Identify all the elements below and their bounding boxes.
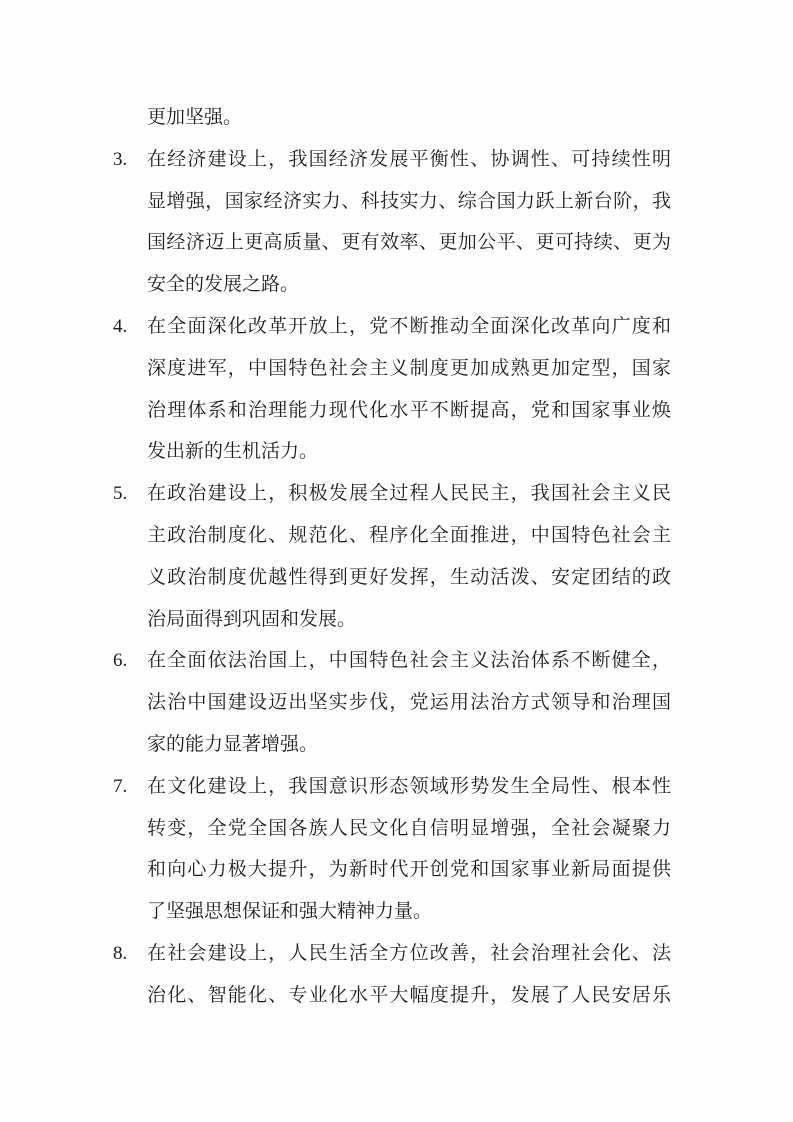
list-item-5 — [113, 473, 671, 640]
text-line: 更加坚强。 — [147, 107, 243, 128]
list-item-6 — [113, 640, 671, 765]
text-line: 深度进军，中国特色社会主义制度更加成熟更加定型，国家 — [147, 357, 671, 379]
text-line: 在社会建设上，人民生活全方位改善，社会治理社会化、法 — [147, 942, 671, 964]
list-item-number: 5. — [113, 483, 128, 505]
list-item-4 — [113, 306, 671, 473]
text-line: 和向心力极大提升，为新时代开创党和国家事业新局面提供 — [147, 859, 671, 881]
text-line: 治化、智能化、专业化水平大幅度提升，发展了人民安居乐 — [147, 984, 671, 1006]
text-line: 治局面得到巩固和发展。 — [147, 608, 357, 630]
list-item-8 — [113, 933, 671, 1017]
text-line: 法治中国建设迈出坚实步伐，党运用法治方式领导和治理国 — [147, 692, 671, 714]
list-item-7 — [113, 766, 671, 933]
list-item-number: 7. — [113, 775, 128, 797]
text-line: 治理体系和治理能力现代化水平不断提高，党和国家事业焕 — [147, 399, 671, 421]
list-item-number: 4. — [113, 315, 128, 337]
text-line: 了坚强思想保证和强大精神力量。 — [147, 901, 433, 923]
list-item-number: 8. — [113, 942, 128, 964]
text-line: 安全的发展之路。 — [147, 274, 300, 296]
text-line: 在文化建设上，我国意识形态领域形势发生全局性、根本性 — [147, 775, 671, 797]
text-line: 在全面依法治国上，中国特色社会主义法治体系不断健全， — [147, 650, 671, 672]
continuation-paragraph — [147, 97, 671, 139]
text-line: 在经济建设上，我国经济发展平衡性、协调性、可持续性明 — [147, 148, 671, 170]
text-line: 义政治制度优越性得到更好发挥，生动活泼、安定团结的政 — [147, 566, 671, 588]
text-line: 主政治制度化、规范化、程序化全面推进，中国特色社会主 — [147, 524, 671, 546]
text-line: 在全面深化改革开放上，党不断推动全面深化改革向广度和 — [147, 315, 671, 337]
list-item-number: 6. — [113, 650, 128, 672]
text-line: 发出新的生机活力。 — [147, 441, 319, 463]
list-item-3 — [113, 139, 671, 306]
text-line: 家的能力显著增强。 — [147, 733, 319, 755]
list-item-number: 3. — [113, 148, 128, 170]
text-line: 国经济迈上更高质量、更有效率、更加公平、更可持续、更为 — [147, 232, 671, 254]
document-body — [113, 97, 671, 1017]
text-line: 显增强，国家经济实力、科技实力、综合国力跃上新台阶，我 — [147, 190, 671, 212]
text-line: 转变，全党全国各族人民文化自信明显增强，全社会凝聚力 — [147, 817, 671, 839]
text-line: 在政治建设上，积极发展全过程人民民主，我国社会主义民 — [147, 483, 671, 505]
